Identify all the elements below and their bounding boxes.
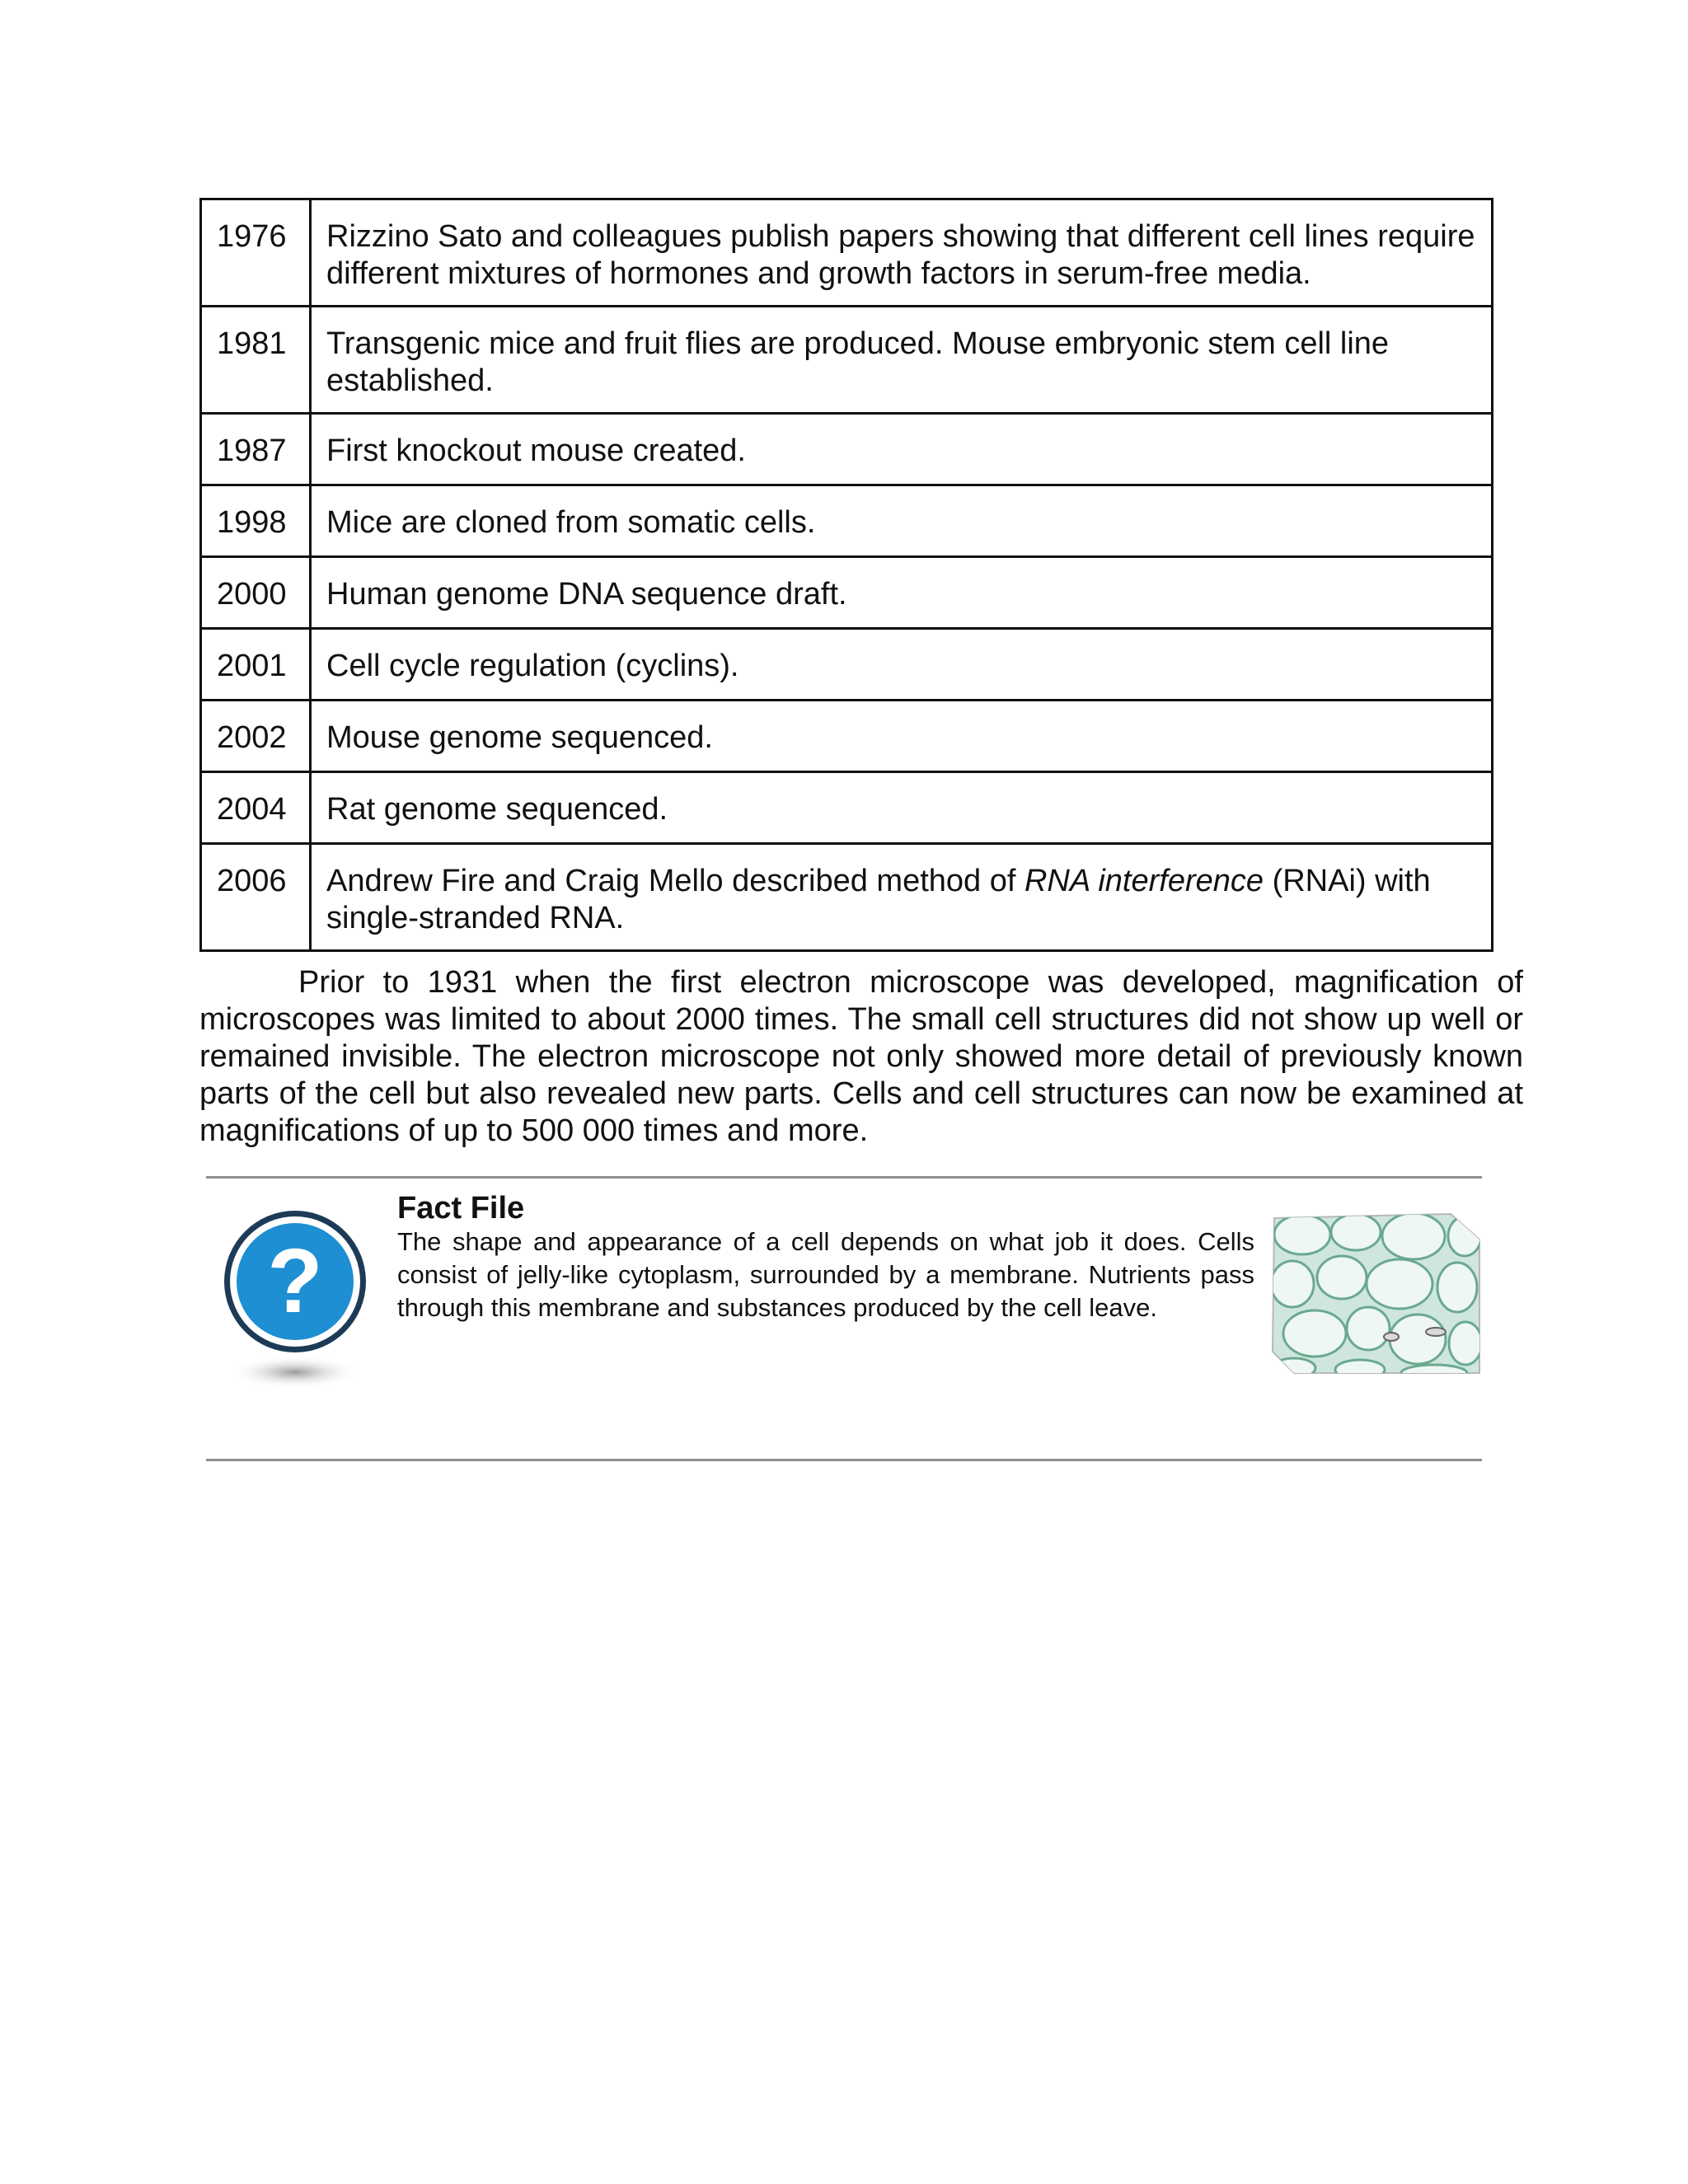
fact-file-title: Fact File xyxy=(397,1191,525,1226)
fact-file-text: The shape and appearance of a cell depends on what job it does. Cells consist of jelly-like cytoplasm, surrounded by a membrane. Nutrients pass through this membrane and substances produced by the cell leave. xyxy=(397,1227,1254,1322)
timeline-year: 1987 xyxy=(201,414,311,485)
table-row xyxy=(201,557,1493,629)
timeline-year: 1976 xyxy=(201,199,311,307)
timeline-year: 2002 xyxy=(201,701,311,772)
table-row xyxy=(201,485,1493,557)
table-row xyxy=(201,844,1493,951)
divider-top xyxy=(206,1176,1482,1179)
timeline-year: 2001 xyxy=(201,629,311,701)
emphasis-text: RNA interference xyxy=(1024,864,1264,898)
event-text: Mouse genome sequenced. xyxy=(326,720,713,755)
table-row xyxy=(201,414,1493,485)
body-paragraph: Prior to 1931 when the first electron microscope was developed, magnification of microscopes was limited to about 2000 times. The small cell structures did not show up well or remained invisible. The electron microscope not only showed more detail of previously known parts of the cell but also revealed new parts. Cells and cell structures can now be examined at magnifications of up to 500 000 times and more. xyxy=(199,965,1523,1148)
timeline-event xyxy=(311,199,1493,307)
timeline-year: 1981 xyxy=(201,307,311,414)
timeline-body xyxy=(201,199,1493,951)
event-text: Mice are cloned from somatic cells. xyxy=(326,505,816,540)
timeline-event xyxy=(311,485,1493,557)
timeline-event xyxy=(311,701,1493,772)
timeline-year: 2000 xyxy=(201,557,311,629)
table-row xyxy=(201,307,1493,414)
table-row xyxy=(201,772,1493,844)
event-text: (RNAi) with single-stranded RNA. xyxy=(326,864,1431,935)
table-row xyxy=(201,199,1493,307)
timeline-event xyxy=(311,414,1493,485)
table-row xyxy=(201,701,1493,772)
event-text: Transgenic mice and fruit flies are produced. Mouse embryonic stem cell line established. xyxy=(326,326,1390,398)
event-text: First knockout mouse created. xyxy=(326,434,746,468)
timeline-event xyxy=(311,772,1493,844)
event-text: Rat genome sequenced. xyxy=(326,792,668,827)
timeline-event xyxy=(311,629,1493,701)
timeline-year: 2004 xyxy=(201,772,311,844)
event-text: Cell cycle regulation (cyclins). xyxy=(326,649,739,683)
svg-text:?: ? xyxy=(267,1230,323,1332)
timeline-event xyxy=(311,557,1493,629)
plant-cells-image xyxy=(1269,1212,1484,1376)
timeline-table xyxy=(199,198,1493,952)
timeline-year: 1998 xyxy=(201,485,311,557)
question-mark-icon xyxy=(221,1209,369,1399)
timeline-event xyxy=(311,307,1493,414)
timeline-year: 2006 xyxy=(201,844,311,951)
timeline-event xyxy=(311,844,1493,951)
event-text: Rizzino Sato and colleagues publish papers showing that different cell lines require different mixtures of hormones and growth factors in serum-free media. xyxy=(326,219,1475,291)
table-row xyxy=(201,629,1493,701)
event-text: Human genome DNA sequence draft. xyxy=(326,577,847,612)
divider-bottom xyxy=(206,1459,1482,1461)
event-text: Andrew Fire and Craig Mello described method of xyxy=(326,864,1025,898)
